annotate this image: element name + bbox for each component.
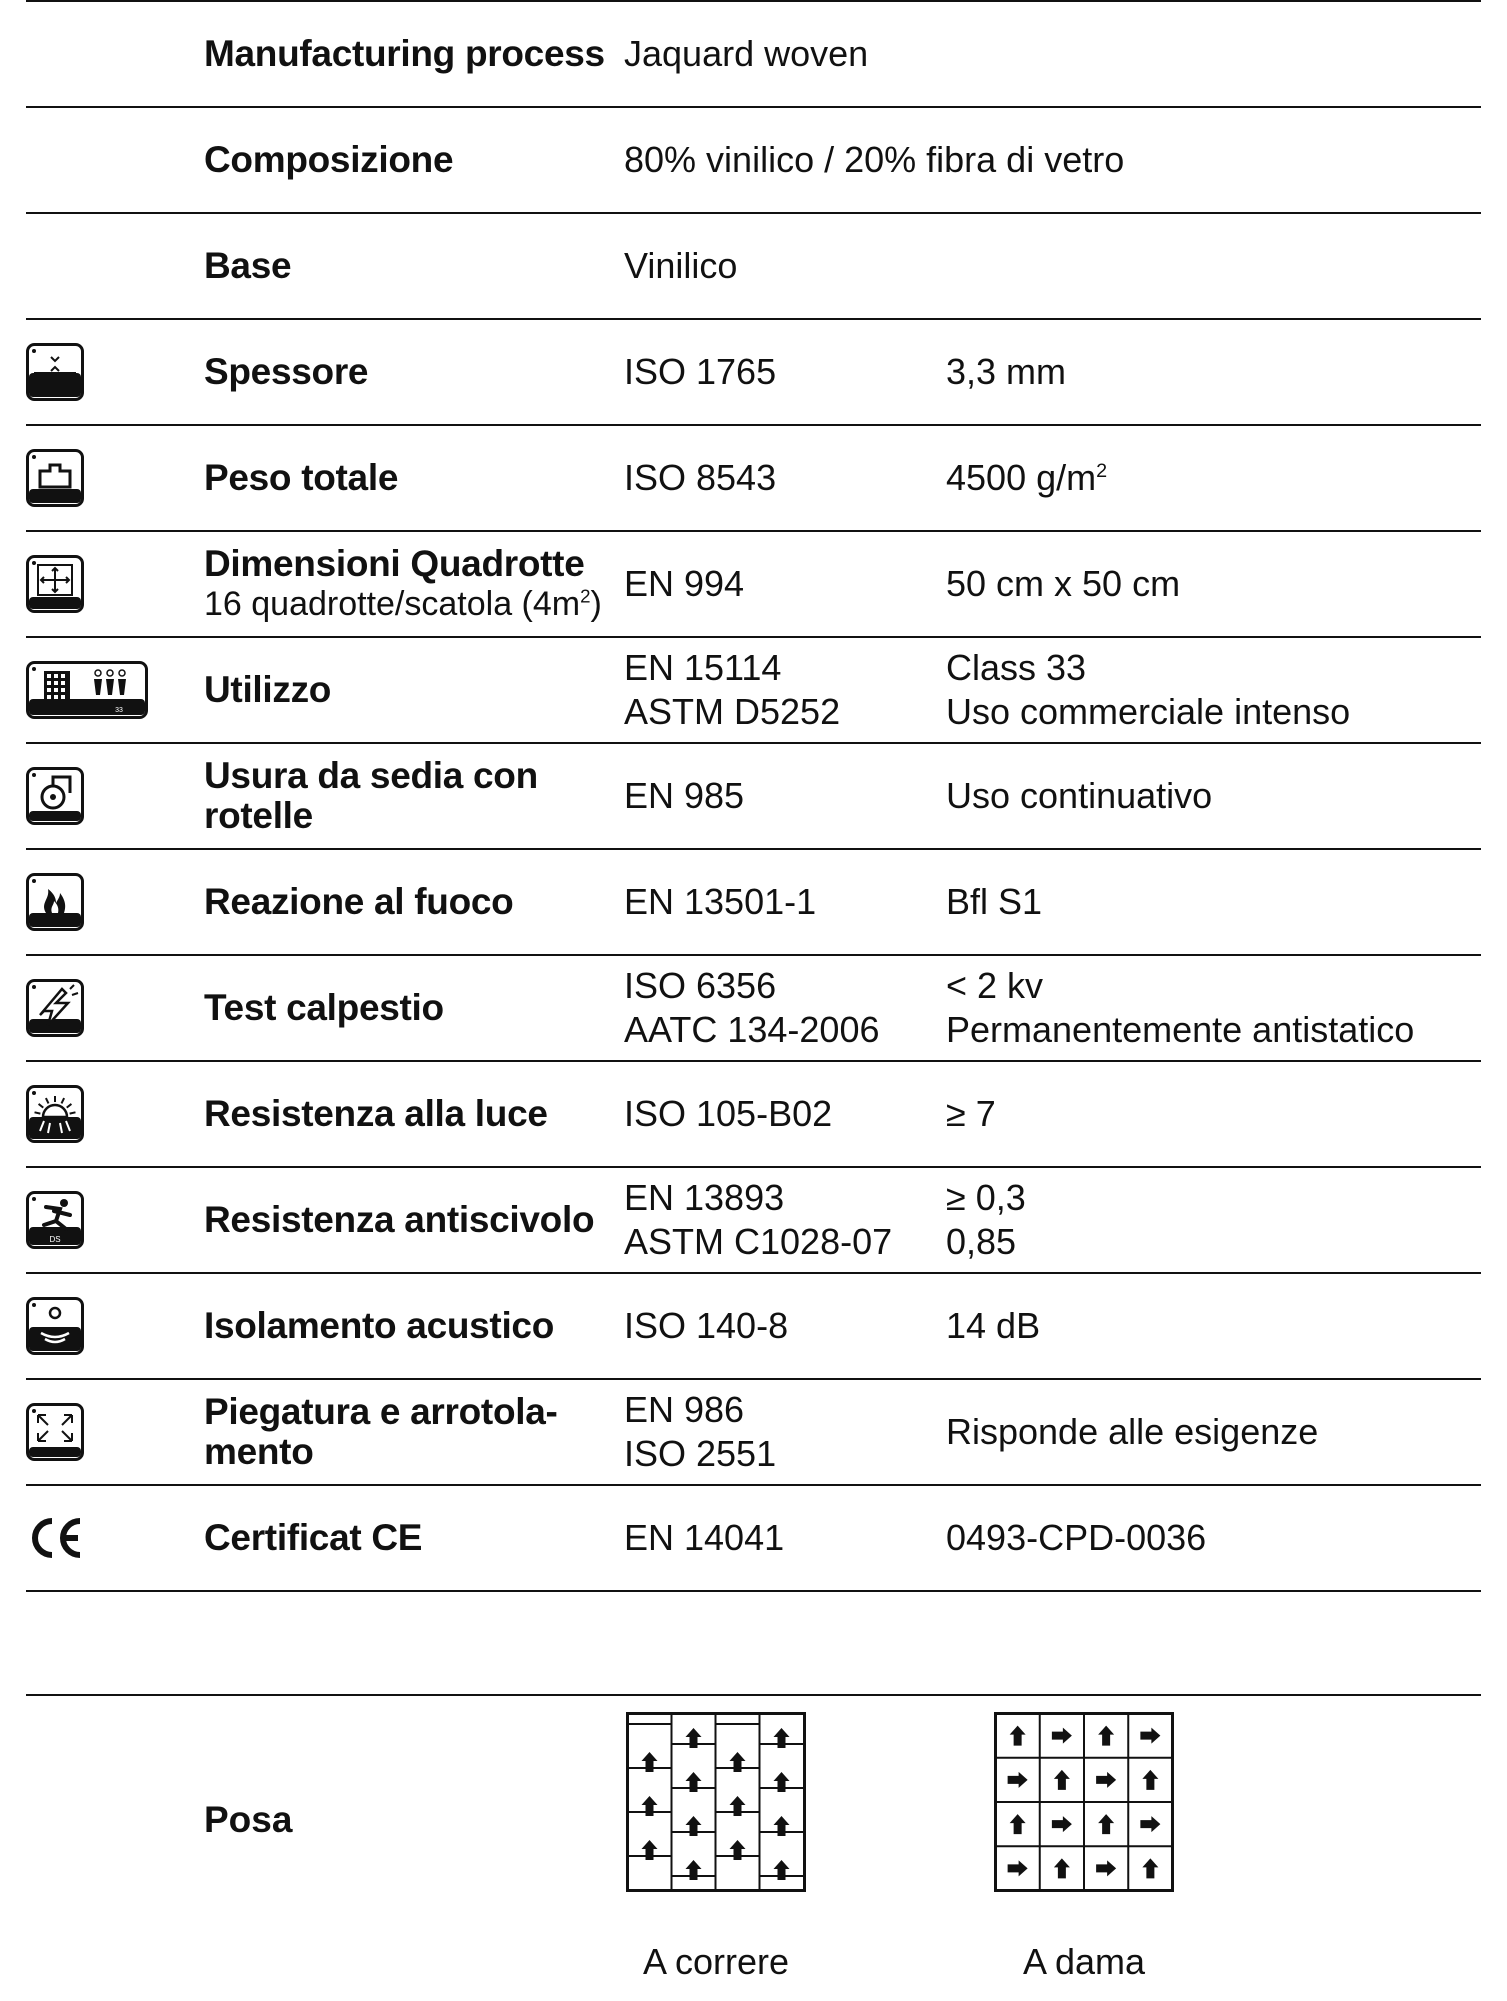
standard-text: ISO 1765: [624, 351, 777, 392]
standard-text: EN 985: [624, 775, 745, 816]
fire-icon: [26, 850, 156, 954]
property-label: [204, 214, 624, 318]
spec-row: [26, 0, 1481, 108]
property-label: [204, 108, 624, 212]
property-name-cont: mento: [204, 1431, 314, 1472]
antistatic-icon: [26, 956, 156, 1060]
slip-icon: [26, 1168, 156, 1272]
value-text: < 2 kv: [946, 965, 1044, 1006]
standard-cell: [624, 108, 1507, 212]
value-text: ≥ 7: [946, 1093, 996, 1134]
icon-slot: [26, 214, 156, 318]
value-text: Permanentemente antistatico: [946, 1009, 1415, 1050]
icon-slot: [26, 2, 156, 106]
property-label: [204, 1168, 624, 1272]
spec-sheet: [26, 0, 1481, 1986]
posa-label: Posa: [204, 1799, 293, 1840]
spec-row: [26, 850, 1481, 956]
value-text: Risponde alle esigenze: [946, 1411, 1319, 1452]
property-label: [204, 744, 624, 848]
property-name: Piegatura e arrotola-: [204, 1391, 558, 1432]
value-text: 3,3 mm: [946, 351, 1067, 392]
standard-text: ASTM C1028-07: [624, 1221, 893, 1262]
standard-cell: [624, 850, 944, 954]
value-text: 0493-CPD-0036: [946, 1517, 1207, 1558]
standard-text: EN 13501-1: [624, 881, 817, 922]
standard-cell: [624, 426, 944, 530]
property-name: Isolamento acustico: [204, 1305, 555, 1346]
standard-cell: [624, 744, 944, 848]
standard-cell: [624, 214, 1507, 318]
standard-text: ASTM D5252: [624, 691, 841, 732]
svg-text:33: 33: [115, 707, 123, 714]
spec-row: [26, 320, 1481, 426]
value-cell: [946, 426, 1486, 530]
value-text: 4500 $g/m^2$: [946, 457, 1108, 498]
spec-row: [26, 1380, 1481, 1486]
property-name: Manufacturing process: [204, 33, 605, 74]
value-cell: [946, 1062, 1486, 1166]
castor-chair-icon: [26, 744, 156, 848]
value-cell: [946, 850, 1486, 954]
spec-table: [26, 0, 1481, 1592]
standard-text: ISO 6356: [624, 965, 777, 1006]
property-name: Peso totale: [204, 457, 399, 498]
standard-cell: [624, 956, 944, 1060]
value-cell: [946, 320, 1486, 424]
pattern-caption-a-correre: A correre: [642, 1941, 790, 1982]
standard-cell: [624, 1274, 944, 1378]
property-label: [204, 956, 624, 1060]
standard-cell: [624, 1062, 944, 1166]
value-text: Class 33: [946, 647, 1087, 688]
standard-cell: [624, 1486, 944, 1590]
standard-text: ISO 105-B02: [624, 1093, 833, 1134]
standard-cell: [624, 1168, 944, 1272]
property-label: [204, 850, 624, 954]
standard-text: 80% vinilico / 20% fibra di vetro: [624, 139, 1125, 180]
value-cell: [946, 638, 1486, 742]
property-label: [204, 1062, 624, 1166]
value-text: 50 cm x 50 cm: [946, 563, 1181, 604]
spec-row: [26, 744, 1481, 850]
spec-row: [26, 426, 1481, 532]
weight-icon: [26, 426, 156, 530]
spec-row: [26, 1062, 1481, 1168]
value-text: Uso commerciale intenso: [946, 691, 1351, 732]
value-text: 0,85: [946, 1221, 1017, 1262]
standard-text: EN 15114: [624, 647, 782, 688]
property-name: Dimensioni Quadrotte: [204, 543, 585, 584]
spec-row: [26, 638, 1481, 744]
svg-text:DS: DS: [49, 1235, 61, 1244]
standard-text: ISO 8543: [624, 457, 777, 498]
property-label: [204, 532, 624, 636]
spec-row: [26, 108, 1481, 214]
standard-text: AATC 134-2006: [624, 1009, 880, 1050]
property-name: Resistenza antiscivolo: [204, 1199, 595, 1240]
standard-cell: [624, 2, 1507, 106]
property-name: Utilizzo: [204, 669, 332, 710]
property-name: Usura da sedia con rotelle: [204, 755, 538, 836]
standard-text: EN 994: [624, 563, 745, 604]
standard-cell: [624, 532, 944, 636]
sun-icon: [26, 1062, 156, 1166]
value-cell: [946, 1168, 1486, 1272]
posa-section: [26, 1694, 1481, 1986]
standard-cell: [624, 320, 944, 424]
bending-icon: [26, 1380, 156, 1484]
usage-icon: [26, 638, 156, 742]
value-cell: [946, 1486, 1486, 1590]
property-label: [204, 426, 624, 530]
standard-cell: [624, 1380, 944, 1484]
spec-row: [26, 1486, 1481, 1592]
standard-text: ISO 2551: [624, 1433, 777, 1474]
value-text: Bfl S1: [946, 881, 1043, 922]
spec-row: [26, 532, 1481, 638]
standard-text: EN 986: [624, 1389, 745, 1430]
property-name: Certificat CE: [204, 1517, 423, 1558]
property-name: Resistenza alla luce: [204, 1093, 548, 1134]
property-label: [204, 320, 624, 424]
value-cell: [946, 532, 1486, 636]
standard-text: ISO 140-8: [624, 1305, 789, 1346]
property-name: Base: [204, 245, 292, 286]
pattern-caption-a-dama: A dama: [1022, 1941, 1146, 1982]
property-label: [204, 2, 624, 106]
value-cell: [946, 956, 1486, 1060]
spec-row: [26, 1274, 1481, 1380]
standard-cell: [624, 638, 944, 742]
value-text: ≥ 0,3: [946, 1177, 1026, 1218]
value-cell: [946, 1274, 1486, 1378]
spec-row: [26, 214, 1481, 320]
property-note: 16 quadrotte/scatola $(4m^2)$: [204, 585, 602, 623]
value-text: Uso continuativo: [946, 775, 1213, 816]
property-name: Spessore: [204, 351, 369, 392]
dimensions-icon: [26, 532, 156, 636]
spacer: [26, 1592, 1481, 1694]
thickness-icon: [26, 320, 156, 424]
ce-mark-icon: [26, 1486, 156, 1590]
standard-text: EN 13893: [624, 1177, 785, 1218]
property-label: [204, 1380, 624, 1484]
spec-row: [26, 956, 1481, 1062]
spec-row: [26, 1168, 1481, 1274]
value-cell: [946, 1380, 1486, 1484]
property-name: Composizione: [204, 139, 454, 180]
icon-slot: [26, 108, 156, 212]
standard-text: Jaquard woven: [624, 33, 869, 74]
property-label: [204, 1486, 624, 1590]
standard-text: EN 14041: [624, 1517, 785, 1558]
pattern-a-correre: [626, 1712, 806, 1892]
property-name: Reazione al fuoco: [204, 881, 514, 922]
property-name: Test calpestio: [204, 987, 444, 1028]
property-label: [204, 1274, 624, 1378]
acoustic-icon: [26, 1274, 156, 1378]
value-text: 14 dB: [946, 1305, 1041, 1346]
value-cell: [946, 744, 1486, 848]
standard-text: Vinilico: [624, 245, 738, 286]
pattern-a-dama: [994, 1712, 1174, 1892]
property-label: [204, 638, 624, 742]
